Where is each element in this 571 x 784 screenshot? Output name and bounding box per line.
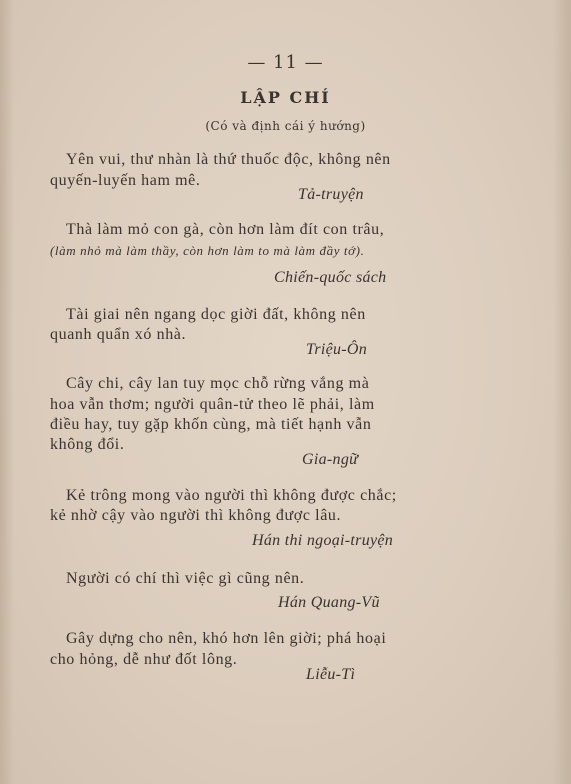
quote-3-source: Triệu-Ôn xyxy=(306,341,368,358)
quote-4-line-4: không đổi. xyxy=(50,436,125,453)
quote-6-source: Hán Quang-Vũ xyxy=(278,594,380,611)
quote-5-line-2: kẻ nhờ cậy vào người thì không được lâu. xyxy=(50,507,342,524)
quote-3-line-2: quanh quẩn xó nhà. xyxy=(50,326,187,343)
chapter-title: LẬP CHÍ xyxy=(240,88,331,107)
page-number: — 11 — xyxy=(247,52,324,73)
quote-5-line-1: Kẻ trông mong vào người thì không được chắc; xyxy=(66,487,397,504)
page-edge-shadow-right xyxy=(553,0,571,784)
quote-5-source: Hán thi ngoại-truyện xyxy=(252,532,394,549)
page-edge-shadow-left xyxy=(0,0,14,784)
quote-7-line-2: cho hỏng, dễ như đốt lông. xyxy=(50,651,238,668)
quote-1-source: Tả-truyện xyxy=(298,186,364,203)
quote-2-note: (làm nhỏ mà làm thầy, còn hơn làm to mà làm đầy tớ). xyxy=(50,243,365,258)
quote-7-source: Liễu-Tì xyxy=(306,666,356,683)
quote-4-line-2: hoa vẫn thơm; người quân-tử theo lẽ phải, làm xyxy=(50,396,375,413)
quote-2-source: Chiến-quốc sách xyxy=(274,269,387,286)
quote-6-line-1: Người có chí thì việc gì cũng nên. xyxy=(66,570,305,587)
quote-2-line-1: Thà làm mỏ con gà, còn hơn làm đít con trâu, xyxy=(66,221,385,238)
quote-4-line-1: Cây chi, cây lan tuy mọc chỗ rừng vắng mà xyxy=(66,375,370,392)
quote-4-source: Gia-ngữ xyxy=(302,451,359,468)
chapter-subtitle: (Có và định cái ý hướng) xyxy=(205,119,366,133)
quote-3-line-1: Tài giai nên ngang dọc giời đất, không nên xyxy=(66,306,366,323)
quote-1-line-1: Yên vui, thư nhàn là thứ thuốc độc, không nên xyxy=(66,151,391,168)
quote-7-line-1: Gây dựng cho nên, khó hơn lên giời; phá hoại xyxy=(66,630,387,647)
quote-4-line-3: điều hay, tuy gặp khốn cùng, mà tiết hạnh vẫn xyxy=(50,416,372,433)
quote-1-line-2: quyến-luyến ham mê. xyxy=(50,172,201,189)
